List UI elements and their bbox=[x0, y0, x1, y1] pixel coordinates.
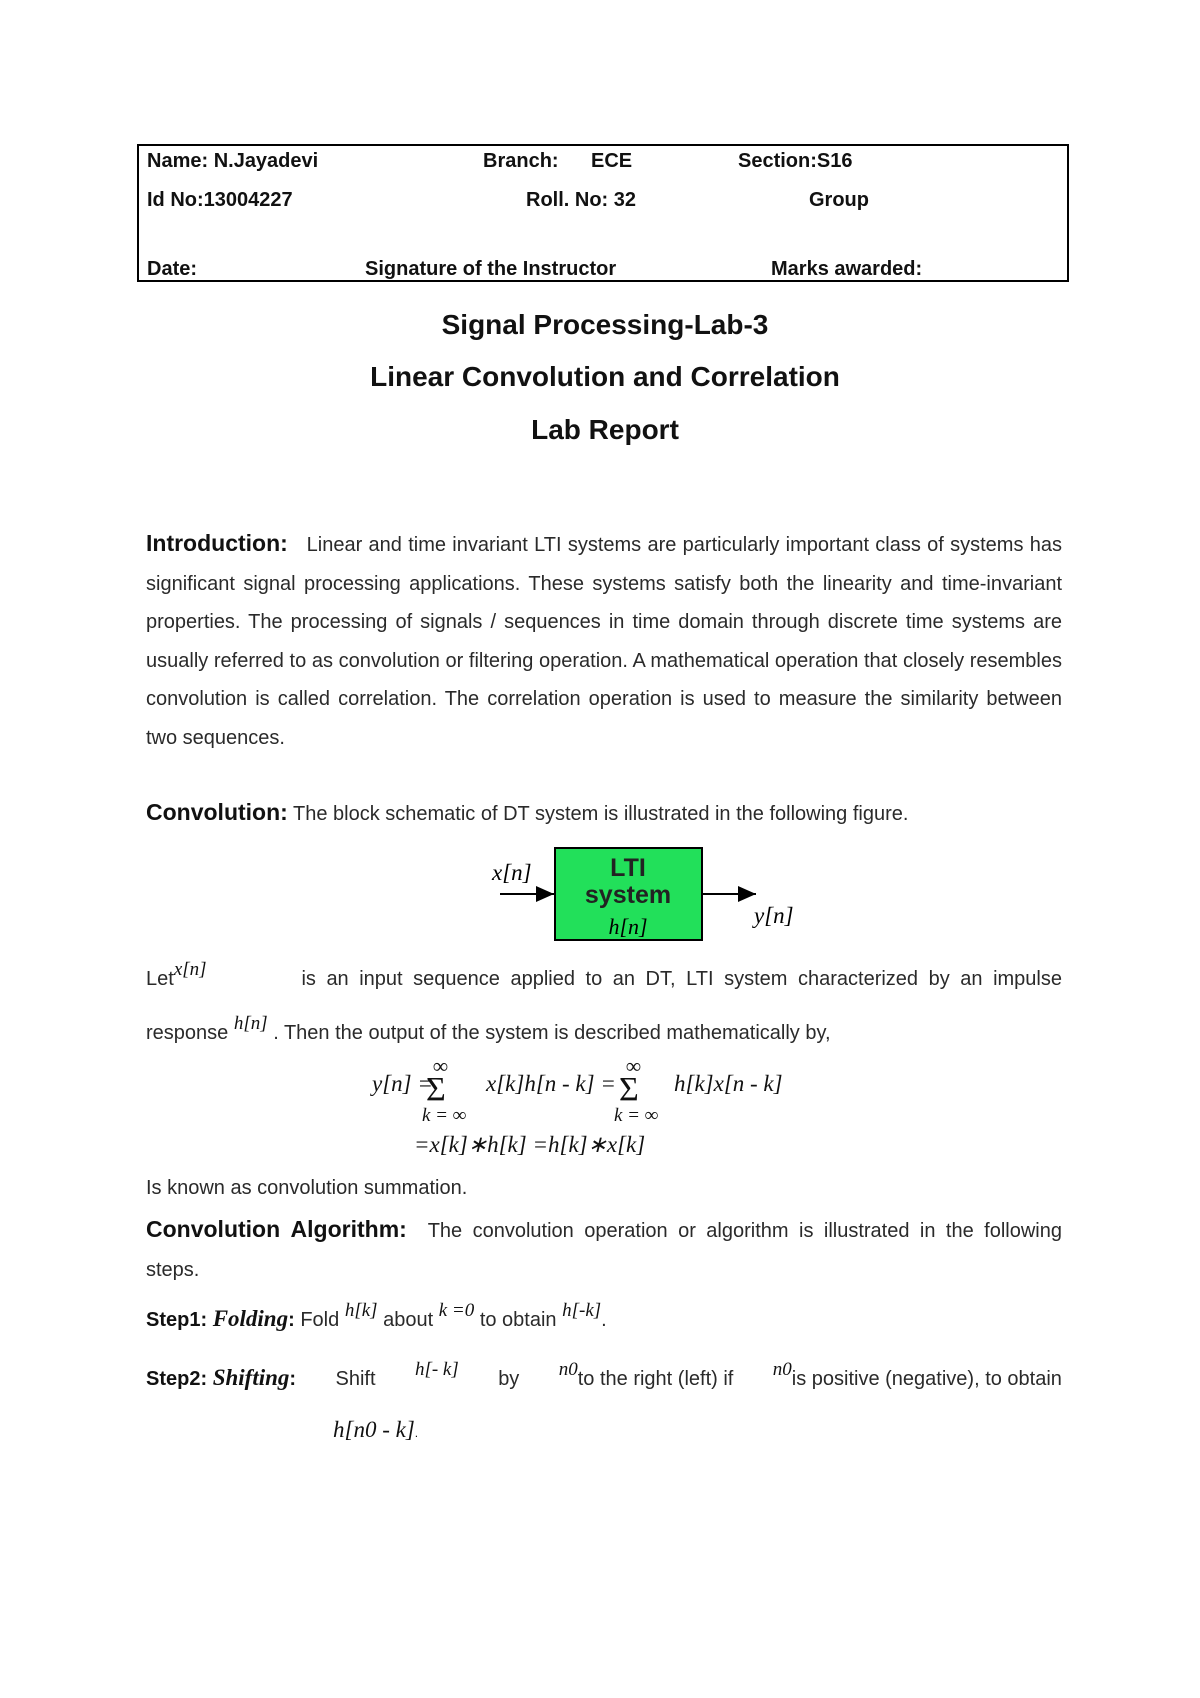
let-line-1-text: is an input sequence applied to an DT, LTI system characterized by an impulse bbox=[301, 968, 1062, 990]
step-1-line: Step1: Folding: Fold h[k] about k =0 to obtain h[-k]. bbox=[146, 1300, 607, 1331]
box-label-impulse: h[n] bbox=[608, 914, 648, 939]
step-2-math-2: n0 bbox=[558, 1359, 578, 1380]
id-number: Id No:13004227 bbox=[147, 189, 293, 211]
title-lab: Signal Processing-Lab-3 bbox=[441, 309, 769, 340]
introduction-label: Introduction: bbox=[146, 530, 288, 556]
box-label-system: system bbox=[584, 881, 672, 909]
let-line-1 bbox=[146, 959, 1062, 991]
step-1-end: . bbox=[601, 1309, 607, 1331]
lower-limit-2: k = ∞ bbox=[614, 1105, 659, 1126]
step-1-text-2: about bbox=[383, 1309, 434, 1331]
lower-limit-1: k = ∞ bbox=[422, 1105, 467, 1126]
algorithm-label: Convolution Algorithm: bbox=[146, 1216, 407, 1242]
lti-block-diagram bbox=[488, 840, 808, 945]
step-2-text-1: Shift bbox=[335, 1368, 376, 1390]
let-word: Let bbox=[146, 968, 174, 990]
step-2-end: . bbox=[414, 1426, 419, 1440]
let-line-2 bbox=[146, 1013, 1062, 1045]
title-report: Lab Report bbox=[531, 414, 679, 445]
step-2-math-1: h[- k] bbox=[414, 1359, 459, 1380]
step-2-math-4: h[n0 - k] bbox=[333, 1417, 415, 1442]
student-name: Name: N.Jayadevi bbox=[147, 150, 319, 172]
let-line-2-text: . Then the output of the system is described mathematically by, bbox=[273, 1022, 831, 1044]
roll-number: Roll. No: 32 bbox=[526, 189, 637, 211]
algorithm-paragraph bbox=[146, 1210, 1062, 1289]
let-line-1-start bbox=[146, 959, 207, 991]
step-2-start: Step2: Shifting: bbox=[146, 1365, 297, 1390]
equation-lhs: y[n] = bbox=[372, 1071, 433, 1096]
branch-label: Branch: bbox=[483, 150, 559, 172]
equation-term-2: h[k]x[n - k] bbox=[674, 1071, 783, 1096]
step-1-label: Step1: bbox=[146, 1309, 208, 1331]
step-1-math-1: h[k] bbox=[344, 1300, 378, 1321]
introduction-text: Linear and time invariant LTI systems are particularly important class of systems has significant signal processing applications. These systems satisfy both the linearity and time-invariant properties. The processing of signals / sequences in time domain through discrete time systems are usually referred to as convolution or filtering operation. A mathematical operation that closely resembles convolution is called correlation. The correlation operation is used to measure the similarity between two sequences. bbox=[146, 534, 1062, 749]
title-topic: Linear Convolution and Correlation bbox=[370, 361, 840, 392]
step-1-text-3: to obtain bbox=[479, 1309, 557, 1331]
introduction-paragraph bbox=[146, 524, 1062, 758]
date-label: Date: bbox=[147, 258, 198, 280]
upper-limit-2: ∞ bbox=[626, 1055, 641, 1078]
input-label: x[n] bbox=[492, 860, 532, 885]
step-2-text-3: to the right (left) if bbox=[577, 1368, 734, 1390]
impulse-symbol: h[n] bbox=[233, 1013, 268, 1034]
box-label-lti: LTI bbox=[610, 854, 646, 882]
step-2-text-2: by bbox=[498, 1368, 520, 1390]
convolution-equation bbox=[360, 1055, 820, 1165]
convolution-paragraph bbox=[146, 799, 1062, 826]
equation-line-2: =x[k]∗h[k] =h[k]∗x[k] bbox=[414, 1132, 646, 1157]
upper-limit-1: ∞ bbox=[433, 1055, 448, 1078]
response-word: response bbox=[146, 1022, 229, 1044]
convolution-text: The block schematic of DT system is illustrated in the following figure. bbox=[293, 803, 909, 825]
step-1-math-3: h[-k] bbox=[562, 1300, 602, 1321]
section: Section:S16 bbox=[738, 150, 853, 172]
step-2-end-part bbox=[772, 1359, 1062, 1391]
marks-awarded: Marks awarded: bbox=[771, 258, 923, 280]
known-as-line: Is known as convolution summation. bbox=[146, 1177, 468, 1199]
sigma-1: Σ bbox=[426, 1071, 446, 1108]
step-2-result bbox=[333, 1416, 418, 1443]
sigma-2: Σ bbox=[619, 1071, 639, 1108]
step-1-math-2: k =0 bbox=[438, 1300, 475, 1321]
step-2-line bbox=[146, 1359, 1062, 1391]
step-2-label: Step2: bbox=[146, 1368, 208, 1390]
step-2-math-3: n0 bbox=[772, 1359, 792, 1380]
instructor-signature: Signature of the Instructor bbox=[365, 258, 617, 280]
step-1-name: Folding bbox=[212, 1306, 289, 1331]
output-label: y[n] bbox=[754, 903, 794, 928]
group: Group bbox=[809, 189, 869, 211]
input-symbol: x[n] bbox=[173, 959, 207, 980]
step-2-name: Shifting bbox=[212, 1365, 290, 1390]
convolution-label: Convolution: bbox=[146, 799, 288, 825]
step-1-text-1: Fold bbox=[300, 1309, 340, 1331]
equation-term-1: x[k]h[n - k] = bbox=[486, 1071, 616, 1096]
branch-value: ECE bbox=[591, 150, 633, 172]
algorithm-text: The convolution operation or algorithm is illustrated in the following steps. bbox=[146, 1220, 1062, 1281]
step-2-text-4: is positive (negative), to obtain bbox=[791, 1368, 1062, 1390]
step-2-middle bbox=[558, 1359, 734, 1391]
